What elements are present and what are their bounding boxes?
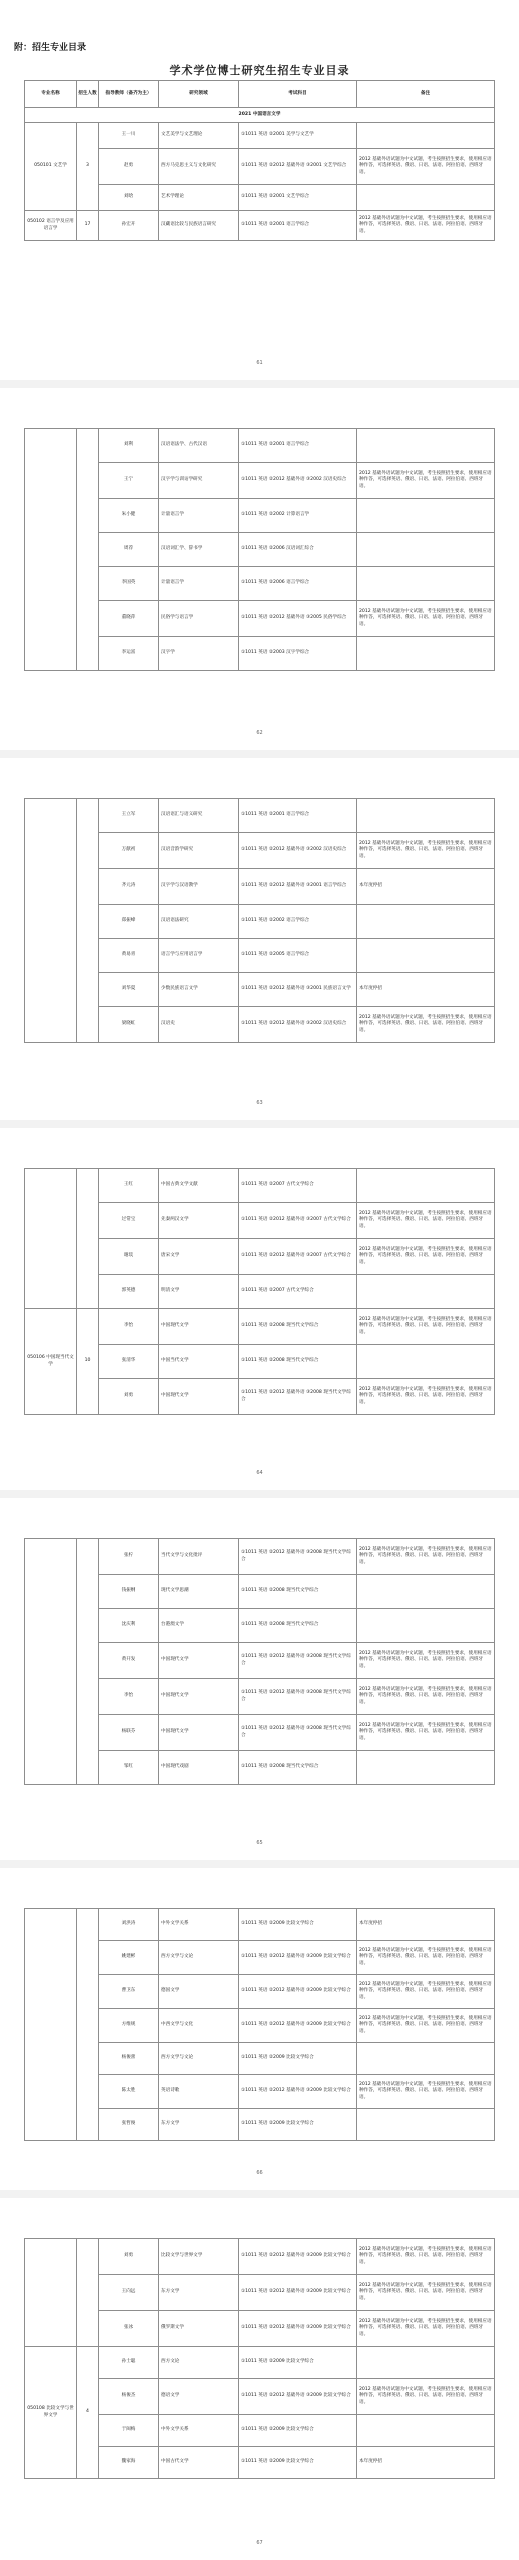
table-row	[25, 123, 495, 149]
exam-subjects: ①1011 英语 ②2008 现当代文学综合	[239, 1345, 357, 1379]
research-field: 汉字学	[159, 637, 239, 671]
research-field: 中国现代文学	[159, 1643, 239, 1679]
exam-subjects: ①1011 英语 ②2012 基础外语 ③2008 现当代文学综合	[239, 1379, 357, 1415]
advisor: 郑振峰	[99, 905, 159, 939]
note	[357, 2347, 495, 2379]
research-field: 汉字学与训诂学研究	[159, 463, 239, 499]
page-number: 64	[256, 1470, 263, 1476]
major-name-cell	[25, 429, 77, 671]
quota: 4	[77, 2347, 99, 2479]
exam-subjects: ①1011 英语 ②2012 基础外语 ③2005 民俗学综合	[239, 601, 357, 637]
research-field: 中国现代文学	[159, 1715, 239, 1751]
note: 2012 基础外语试题为中文试题，考生按照招生要求，使用相应语种作答，可选择英语、俄语、日语、法语、阿拉伯语、西班牙语。	[357, 1643, 495, 1679]
exam-subjects: ①1011 英语 ②2009 比较文学综合	[239, 2447, 357, 2479]
program-table	[24, 428, 495, 671]
quota: 3	[77, 123, 99, 211]
quota-cell	[77, 2239, 99, 2347]
quota: 10	[77, 1309, 99, 1415]
advisor: 王红	[99, 1169, 159, 1203]
major-name-cell	[25, 1169, 77, 1309]
exam-subjects: ①1011 英语 ②2009 比较文学综合	[239, 1909, 357, 1941]
note: 2012 基础外语试题为中文试题，考生按照招生要求，使用相应语种作答，可选择英语、俄语、日语、法语、阿拉伯语、西班牙语。	[357, 463, 495, 499]
table-row	[25, 2347, 495, 2379]
note: 2012 基础外语试题为中文试题，考生按照招生要求，使用相应语种作答，可选择英语、俄语、日语、法语、阿拉伯语、西班牙语。	[357, 211, 495, 241]
exam-subjects: ①1011 英语 ②2009 比较文学综合	[239, 2109, 357, 2141]
note	[357, 939, 495, 973]
exam-subjects: ①1011 英语 ②2007 古代文学综合	[239, 1169, 357, 1203]
exam-subjects: ①1011 英语 ②2005 语言学综合	[239, 939, 357, 973]
document-page-7	[0, 2198, 519, 2560]
page-number: 62	[256, 730, 263, 736]
program-table	[24, 1168, 495, 1415]
exam-subjects: ①1011 英语 ②2012 基础外语 ③2007 古代文学综合	[239, 1239, 357, 1275]
exam-subjects: ①1011 英语 ②2009 比较文学综合	[239, 2415, 357, 2447]
major-name-cell	[25, 1909, 77, 2141]
note	[357, 567, 495, 601]
research-field: 民俗学与语言学	[159, 601, 239, 637]
advisor: 刘洪涛	[99, 1909, 159, 1941]
major-name: 050106 中国现当代文学	[25, 1309, 77, 1415]
advisor: 黄开发	[99, 1643, 159, 1679]
exam-subjects: ①1011 英语 ②2012 基础外语 ③2009 比较文学综合	[239, 2379, 357, 2415]
quota-cell	[77, 1909, 99, 2141]
research-field: 中国当代文学	[159, 1345, 239, 1379]
exam-subjects: ①1011 英语 ②2012 基础外语 ③2002 汉语史综合	[239, 463, 357, 499]
research-field: 东方文学	[159, 2109, 239, 2141]
note: 本年度停招	[357, 973, 495, 1007]
note: 2012 基础外语试题为中文试题，考生按照招生要求，使用相应语种作答，可选择英语、俄语、日语、法语、阿拉伯语、西班牙语。	[357, 1975, 495, 2009]
exam-subjects: ①1011 英语 ②2012 基础外语 ③2009 比较文学综合	[239, 2311, 357, 2347]
program-table	[24, 798, 495, 1043]
advisor: 王向远	[99, 2275, 159, 2311]
advisor: 王宁	[99, 463, 159, 499]
exam-subjects: ①1011 英语 ②2012 基础外语 ③2009 比较文学综合	[239, 1941, 357, 1975]
research-field: 中国现代戏剧	[159, 1751, 239, 1785]
note: 2012 基础外语试题为中文试题，考生按照招生要求，使用相应语种作答，可选择英语、俄语、日语、法语、阿拉伯语、西班牙语。	[357, 1007, 495, 1043]
advisor: 朱小健	[99, 499, 159, 533]
advisor: 陈太胜	[99, 2075, 159, 2109]
advisor: 黄易青	[99, 939, 159, 973]
quota-cell	[77, 1169, 99, 1309]
note	[357, 1169, 495, 1203]
note	[357, 499, 495, 533]
advisor: 赵勇	[99, 149, 159, 185]
table-row	[25, 429, 495, 463]
advisor: 王立军	[99, 799, 159, 833]
exam-subjects: ①1011 英语 ②2012 基础外语 ③2009 比较文学综合	[239, 2075, 357, 2109]
note	[357, 1575, 495, 1609]
table-row	[25, 1539, 495, 1575]
research-field: 文艺美学与文艺理论	[159, 123, 239, 149]
table-row	[25, 2239, 495, 2275]
advisor: 杨俊蕾	[99, 2043, 159, 2075]
note: 2012 基础外语试题为中文试题，考生按照招生要求，使用相应语种作答，可选择英语、俄语、日语、法语、阿拉伯语、西班牙语。	[357, 2009, 495, 2043]
major-name: 050101 文艺学	[25, 123, 77, 211]
program-table	[24, 2238, 495, 2479]
advisor: 邹红	[99, 1751, 159, 1785]
exam-subjects: ①1011 英语 ②2012 基础外语 ③2002 汉语史综合	[239, 833, 357, 869]
document-page-2	[0, 388, 519, 750]
note: 2012 基础外语试题为中文试题，考生按照招生要求，使用相应语种作答，可选择英语、俄语、日语、法语、阿拉伯语、西班牙语。	[357, 1309, 495, 1345]
research-field: 先秦两汉文学	[159, 1203, 239, 1239]
exam-subjects: ①1011 英语 ②2012 基础外语 ③2008 现当代文学综合	[239, 1679, 357, 1715]
document-page-1	[0, 0, 519, 380]
exam-subjects: ①1011 英语 ②2008 现当代文学综合	[239, 1609, 357, 1643]
advisor: 李运富	[99, 637, 159, 671]
exam-subjects: ①1011 英语 ②2008 现当代文学综合	[239, 1309, 357, 1345]
header-notes: 备注	[357, 81, 495, 108]
page-number: 65	[256, 1840, 263, 1846]
research-field: 比较文学与世界文学	[159, 2239, 239, 2275]
exam-subjects: ①1011 英语 ②2012 基础外语 ③2008 现当代文学综合	[239, 1643, 357, 1679]
exam-subjects: ①1011 英语 ②2012 基础外语 ③2001 民族语言文学	[239, 973, 357, 1007]
exam-subjects: ①1011 英语 ②2009 比较文学综合	[239, 2347, 357, 2379]
note: 本年度停招	[357, 869, 495, 905]
exam-subjects: ①1011 英语 ②2012 基础外语 ③2002 汉语史综合	[239, 1007, 357, 1043]
research-field: 中外文学关系	[159, 2415, 239, 2447]
research-field: 中国古典文学文献	[159, 1169, 239, 1203]
note	[357, 1609, 495, 1643]
research-field: 俄罗斯文学	[159, 2311, 239, 2347]
advisor: 梁晓虹	[99, 1007, 159, 1043]
major-name-cell	[25, 2239, 77, 2347]
research-field: 汉语词汇学、辞书学	[159, 533, 239, 567]
page-number: 66	[256, 2170, 263, 2176]
note: 本年度停招	[357, 2447, 495, 2479]
research-field: 当代文学与文化批评	[159, 1539, 239, 1575]
research-field: 中外文学关系	[159, 1909, 239, 1941]
research-field: 汉字学与汉语教学	[159, 869, 239, 905]
major-name-cell	[25, 799, 77, 1043]
research-field: 现代文学思潮	[159, 1575, 239, 1609]
quota-cell	[77, 429, 99, 671]
exam-subjects: ①1011 英语 ②2001 语言学综合	[239, 799, 357, 833]
note	[357, 637, 495, 671]
page-number: 61	[256, 360, 263, 366]
advisor: 张哲俊	[99, 2109, 159, 2141]
advisor: 过常宝	[99, 1203, 159, 1239]
header-advisor: 指导教师（备齐为主）	[99, 81, 159, 108]
exam-subjects: ①1011 英语 ②2002 计算语言学	[239, 499, 357, 533]
note: 2012 基础外语试题为中文试题，考生按照招生要求，使用相应语种作答，可选择英语、俄语、日语、法语、阿拉伯语、西班牙语。	[357, 1941, 495, 1975]
header-field: 研究领域	[159, 81, 239, 108]
table-row	[25, 1169, 495, 1203]
advisor: 张清华	[99, 1345, 159, 1379]
advisor: 李怡	[99, 1309, 159, 1345]
research-field: 汉语语汇与语义研究	[159, 799, 239, 833]
advisor: 张柠	[99, 1539, 159, 1575]
research-field: 西方文学与文论	[159, 1941, 239, 1975]
table-row	[25, 1309, 495, 1345]
research-field: 汉语音韵学研究	[159, 833, 239, 869]
quota: 17	[77, 211, 99, 241]
document-page-3	[0, 758, 519, 1120]
advisor: 谢琰	[99, 1239, 159, 1275]
advisor: 刘勇	[99, 1379, 159, 1415]
exam-subjects: ①1011 英语 ②2007 古代文学综合	[239, 1275, 357, 1309]
research-field: 明清文学	[159, 1275, 239, 1309]
header-major: 专业名称	[25, 81, 77, 108]
quota-cell	[77, 799, 99, 1043]
research-field: 西方文论	[159, 2347, 239, 2379]
advisor: 魏家海	[99, 2447, 159, 2479]
exam-subjects: ①1011 英语 ②2002 语言学综合	[239, 905, 357, 939]
program-table	[24, 80, 495, 241]
research-field: 汉语语法学、古代汉语	[159, 429, 239, 463]
note	[357, 533, 495, 567]
advisor: 王一川	[99, 123, 159, 149]
note: 2012 基础外语试题为中文试题，考生按照招生要求，使用相应语种作答，可选择英语、俄语、日语、法语、阿拉伯语、西班牙语。	[357, 2275, 495, 2311]
advisor: 董晓萍	[99, 601, 159, 637]
advisor: 孙士聪	[99, 2347, 159, 2379]
major-name: 050102 语言学及应用语言学	[25, 211, 77, 241]
program-table	[24, 1538, 495, 1785]
research-field: 中国现代文学	[159, 1679, 239, 1715]
exam-subjects: ①1011 英语 ②2012 基础外语 ③2008 现当代文学综合	[239, 1539, 357, 1575]
note	[357, 2415, 495, 2447]
document-page-6	[0, 1868, 519, 2190]
table-header-row	[25, 81, 495, 108]
advisor: 钱振纲	[99, 1575, 159, 1609]
research-field: 德国文学	[159, 1975, 239, 2009]
advisor: 刘晗	[99, 185, 159, 211]
main-title: 学术学位博士研究生招生专业目录	[169, 64, 350, 77]
exam-subjects: ①1011 英语 ②2012 基础外语 ③2008 现当代文学综合	[239, 1715, 357, 1751]
research-field: 唐宋文学	[159, 1239, 239, 1275]
exam-subjects: ①1011 英语 ②2006 汉语词汇综合	[239, 533, 357, 567]
note	[357, 1275, 495, 1309]
research-field: 德语文学	[159, 2379, 239, 2415]
note	[357, 123, 495, 149]
exam-subjects: ①1011 英语 ②2012 基础外语 ③2001 文艺学综合	[239, 149, 357, 185]
note	[357, 905, 495, 939]
exam-subjects: ①1011 英语 ②2009 比较文学综合	[239, 2043, 357, 2075]
advisor: 李国英	[99, 567, 159, 601]
research-field: 中国古代文学	[159, 2447, 239, 2479]
research-field: 少数民族语言文学	[159, 973, 239, 1007]
advisor: 郭英德	[99, 1275, 159, 1309]
advisor: 杨联芬	[99, 1715, 159, 1751]
table-row	[25, 799, 495, 833]
exam-subjects: ①1011 英语 ②2012 基础外语 ③2001 语言学综合	[239, 869, 357, 905]
note: 2012 基础外语试题为中文试题，考生按照招生要求，使用相应语种作答，可选择英语、俄语、日语、法语、阿拉伯语、西班牙语。	[357, 1239, 495, 1275]
research-field: 西方文学与文论	[159, 2043, 239, 2075]
research-field: 中西文学与文化	[159, 2009, 239, 2043]
advisor: 曹卫东	[99, 1975, 159, 2009]
research-field: 东方文学	[159, 2275, 239, 2311]
note: 2012 基础外语试题为中文试题，考生按照招生要求，使用相应语种作答，可选择英语、俄语、日语、法语、阿拉伯语、西班牙语。	[357, 601, 495, 637]
research-field: 台港澳文学	[159, 1609, 239, 1643]
research-field: 计量语言学	[159, 499, 239, 533]
document-page-4	[0, 1128, 519, 1490]
note: 2012 基础外语试题为中文试题，考生按照招生要求，使用相应语种作答，可选择英语、俄语、日语、法语、阿拉伯语、西班牙语。	[357, 1679, 495, 1715]
research-field: 中国现代文学	[159, 1309, 239, 1345]
note: 本年度停招	[357, 1909, 495, 1941]
exam-subjects: ①1011 英语 ②2008 现当代文学综合	[239, 1751, 357, 1785]
exam-subjects: ①1011 英语 ②2008 现当代文学综合	[239, 1575, 357, 1609]
note	[357, 1345, 495, 1379]
note: 2012 基础外语试题为中文试题，考生按照招生要求，使用相应语种作答，可选择英语、俄语、日语、法语、阿拉伯语、西班牙语。	[357, 1715, 495, 1751]
header-exam: 考试科目	[239, 81, 357, 108]
note	[357, 429, 495, 463]
exam-subjects: ①1011 英语 ②2012 基础外语 ③2009 比较文学综合	[239, 2239, 357, 2275]
major-name: 050108 比较文学与世界文学	[25, 2347, 77, 2479]
research-field: 汉语史	[159, 1007, 239, 1043]
exam-subjects: ①1011 英语 ②2012 基础外语 ③2009 比较文学综合	[239, 1975, 357, 2009]
exam-subjects: ①1011 英语 ②2012 基础外语 ③2007 古代文学综合	[239, 1203, 357, 1239]
advisor: 沈庆利	[99, 1609, 159, 1643]
exam-subjects: ①1011 英语 ②2006 语言学综合	[239, 567, 357, 601]
note	[357, 2109, 495, 2141]
note	[357, 799, 495, 833]
research-field: 艺术学理论	[159, 185, 239, 211]
header-quota: 招生人数	[77, 81, 99, 108]
page-number: 67	[256, 2540, 263, 2546]
document-page-5	[0, 1498, 519, 1860]
note: 2012 基础外语试题为中文试题，考生按照招生要求，使用相应语种作答，可选择英语、俄语、日语、法语、阿拉伯语、西班牙语。	[357, 2239, 495, 2275]
appendix-caption: 附：招生专业目录	[14, 43, 87, 53]
section-title: 2021 中国语言文学	[25, 108, 495, 123]
research-field: 汉藏语比较与民族语言研究	[159, 211, 239, 241]
note: 2012 基础外语试题为中文试题，考生按照招生要求，使用相应语种作答，可选择英语、俄语、日语、法语、阿拉伯语、西班牙语。	[357, 149, 495, 185]
note	[357, 185, 495, 211]
major-name-cell	[25, 1539, 77, 1785]
note: 2012 基础外语试题为中文试题，考生按照招生要求，使用相应语种作答，可选择英语、俄语、日语、法语、阿拉伯语、西班牙语。	[357, 2075, 495, 2109]
table-row	[25, 211, 495, 241]
exam-subjects: ①1011 英语 ②2001 语言学综合	[239, 429, 357, 463]
exam-subjects: ①1011 英语 ②2003 汉字学综合	[239, 637, 357, 671]
note	[357, 2043, 495, 2075]
program-table	[24, 1908, 495, 2141]
note: 2012 基础外语试题为中文试题，考生按照招生要求，使用相应语种作答，可选择英语、俄语、日语、法语、阿拉伯语、西班牙语。	[357, 1203, 495, 1239]
advisor: 张冰	[99, 2311, 159, 2347]
advisor: 万献初	[99, 833, 159, 869]
quota-cell	[77, 1539, 99, 1785]
advisor: 杨俊杰	[99, 2379, 159, 2415]
note	[357, 1751, 495, 1785]
advisor: 方维规	[99, 2009, 159, 2043]
note: 2012 基础外语试题为中文试题，考生按照招生要求，使用相应语种作答，可选择英语、俄语、日语、法语、阿拉伯语、西班牙语。	[357, 1539, 495, 1575]
note: 2012 基础外语试题为中文试题，考生按照招生要求，使用相应语种作答，可选择英语、俄语、日语、法语、阿拉伯语、西班牙语。	[357, 833, 495, 869]
advisor: 孙宏开	[99, 211, 159, 241]
exam-subjects: ①1011 英语 ②2001 文艺学综合	[239, 185, 357, 211]
advisor: 刘勇	[99, 2239, 159, 2275]
exam-subjects: ①1011 英语 ②2001 语言学综合	[239, 211, 357, 241]
advisor: 姚建彬	[99, 1941, 159, 1975]
exam-subjects: ①1011 英语 ②2001 美学与文艺学	[239, 123, 357, 149]
advisor: 刘利	[99, 429, 159, 463]
page-number: 63	[256, 1100, 263, 1106]
research-field: 计量语言学	[159, 567, 239, 601]
section-row	[25, 108, 495, 123]
note: 2012 基础外语试题为中文试题，考生按照招生要求，使用相应语种作答，可选择英语、俄语、日语、法语、阿拉伯语、西班牙语。	[357, 2311, 495, 2347]
advisor: 刘华夏	[99, 973, 159, 1007]
advisor: 李怡	[99, 1679, 159, 1715]
research-field: 中国现代文学	[159, 1379, 239, 1415]
research-field: 英语诗歌	[159, 2075, 239, 2109]
research-field: 汉语语法研究	[159, 905, 239, 939]
exam-subjects: ①1011 英语 ②2012 基础外语 ③2009 比较文学综合	[239, 2009, 357, 2043]
note: 2012 基础外语试题为中文试题，考生按照招生要求，使用相应语种作答，可选择英语、俄语、日语、法语、阿拉伯语、西班牙语。	[357, 2379, 495, 2415]
research-field: 语言学与应用语言学	[159, 939, 239, 973]
table-row	[25, 1909, 495, 1941]
research-field: 西方马克思主义与文化研究	[159, 149, 239, 185]
advisor: 齐元涛	[99, 869, 159, 905]
advisor: 于闽梅	[99, 2415, 159, 2447]
exam-subjects: ①1011 英语 ②2012 基础外语 ③2009 比较文学综合	[239, 2275, 357, 2311]
note: 2012 基础外语试题为中文试题，考生按照招生要求，使用相应语种作答，可选择英语、俄语、日语、法语、阿拉伯语、西班牙语。	[357, 1379, 495, 1415]
advisor: 周荐	[99, 533, 159, 567]
